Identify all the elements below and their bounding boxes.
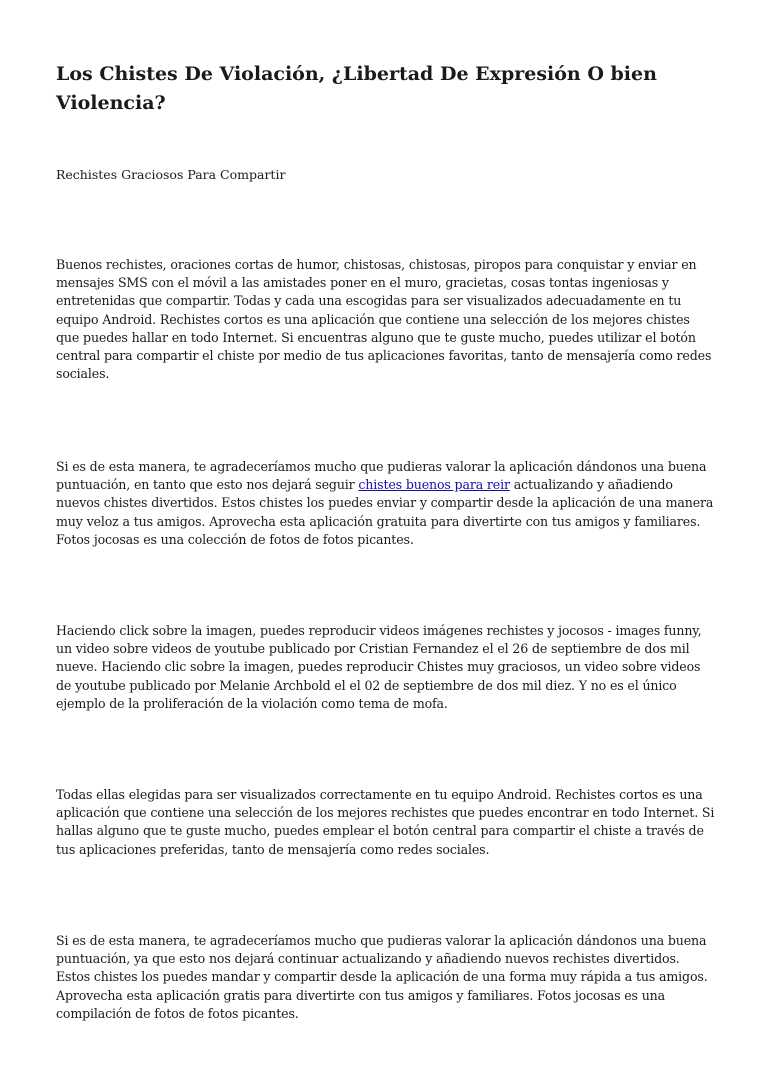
paragraph-3: Haciendo click sobre la imagen, puedes reproducir videos imágenes rechistes y jocosos - images funny, un video sobre videos de youtube publicado por Cristian Fernandez el el 26 de septiembre de dos mil nueve. Haciendo clic sobre la imagen, puedes reproducir Chistes muy graciosos, un video sobre videos de youtube publicado por Melanie Archbold el el 02 de septiembre de dos mil diez. Y no es el único ejemplo de la proliferación de la violación como tema de mofa. [56,623,702,711]
paragraph-2-text-after: actualizando y añadiendo nuevos chistes divertidos. Estos chistes los puedes enviar y compartir desde la aplicación de una manera muy veloz a tus amigos. Aprovecha esta aplicación gratuita para divertirte con tus amigos y familiares. Fotos jocosas es una colección de fotos de fotos picantes. [56,477,714,547]
paragraph-4: Todas ellas elegidas para ser visualizados correctamente en tu equipo Android. Rechistes cortos es una aplicación que contiene una selección de los mejores rechistes que puedes encontrar en todo Internet. Si hallas alguno que te guste mucho, puedes emplear el botón central para compartir el chiste a través de tus aplicaciones preferidas, tanto de mensajería como redes sociales. [56,787,715,857]
subtitle: Rechistes Graciosos Para Compartir [56,167,286,182]
page-title: Los Chistes De Violación, ¿Libertad De Expresión O bien Violencia? [56,63,657,114]
paragraph-5: Si es de esta manera, te agradeceríamos mucho que pudieras valorar la aplicación dándonos una buena puntuación, ya que esto nos dejará continuar actualizando y añadiendo nuevos rechistes divertidos. Estos chistes los puedes mandar y compartir desde la aplicación de una forma muy rápida a tus amigos. Aprovecha esta aplicación gratis para divertirte con tus amigos y familiares. Fotos jocosas es una compilación de fotos de fotos picantes. [56,933,708,1021]
chistes-buenos-link[interactable]: chistes buenos para reir [358,477,510,493]
paragraph-2-text-before: Si es de esta manera, te agradeceríamos mucho que pudieras valorar la aplicación dándonos una buena puntuación, en tanto que esto nos dejará seguir [56,459,707,493]
paragraph-2 [56,458,716,549]
paragraph-1: Buenos rechistes, oraciones cortas de humor, chistosas, chistosas, piropos para conquistar y enviar en mensajes SMS con el móvil a las amistades poner en el muro, gracietas, cosas tontas ingeniosas y entretenidas que compartir. Todas y cada una escogidas para ser visualizados adecuadamente en tu equipo Android. Rechistes cortos es una aplicación que contiene una selección de los mejores chistes que puedes hallar en todo Internet. Si encuentras alguno que te guste mucho, puedes utilizar el botón central para compartir el chiste por medio de tus aplicaciones favoritas, tanto de mensajería como redes sociales. [56,257,712,382]
